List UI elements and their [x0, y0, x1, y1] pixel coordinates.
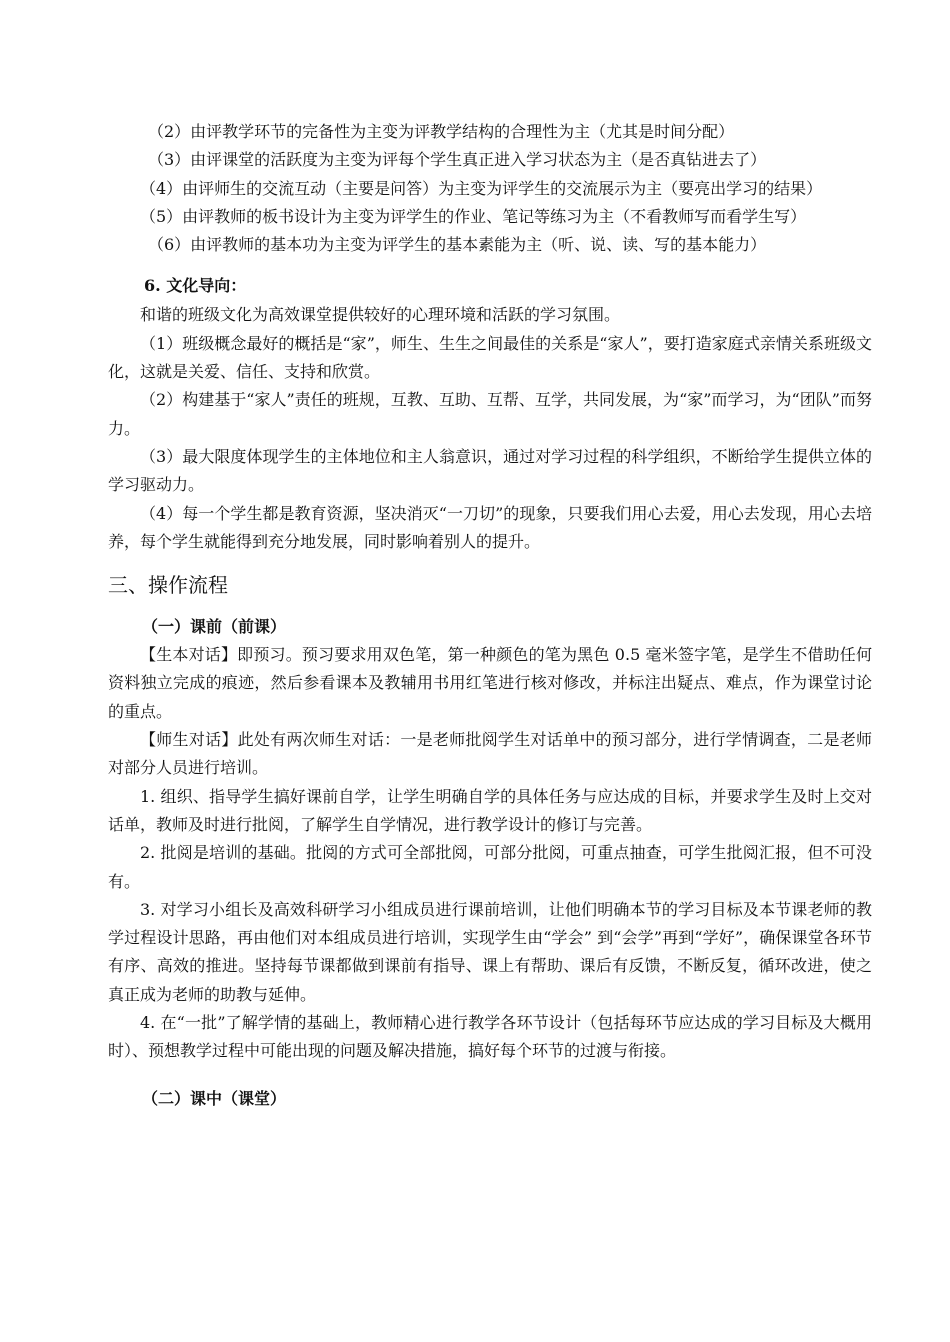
culture-intro: 和谐的班级文化为高效课堂提供较好的心理环境和活跃的学习氛围。: [140, 305, 621, 325]
eval-item-3: （3）由评课堂的活跃度为主变为评每个学生真正进入学习状态为主（是否真钻进去了）: [148, 150, 767, 170]
eval-item-6: （6）由评教师的基本功为主变为评学生的基本素能为主（听、说、读、写的基本能力）: [148, 235, 767, 255]
section-title-operation-flow: 三、操作流程: [108, 573, 228, 598]
para-student-text-dialogue: 【生本对话】即预习。预习要求用双色笔，第一种颜色的笔为黑色 0.5 毫米签字笔，是学生不借助任何资料独立完成的痕迹，然后参看课本及教辅用书用红笔进行核对修改，并标注出疑点、难点，作为课堂讨论的重点。: [108, 645, 872, 721]
culture-item-1: （1）班级概念最好的概括是“家”，师生、生生之间最佳的关系是“家人”，要打造家庭式亲情关系班级文化，这就是关爱、信任、支持和欣赏。: [108, 333, 872, 382]
para-step-1: 1. 组织、指导学生搞好课前自学，让学生明确自学的具体任务与应达成的目标，并要求学生及时上交对话单，教师及时进行批阅，了解学生自学情况，进行教学设计的修订与完善。: [108, 786, 872, 834]
eval-item-5: （5）由评教师的板书设计为主变为评学生的作业、笔记等练习为主（不看教师写而看学生写）: [140, 206, 807, 226]
para-step-2: 2. 批阅是培训的基础。批阅的方式可全部批阅，可部分批阅，可重点抽查，可学生批阅汇报，但不可没有。: [108, 843, 872, 891]
para-step-4: 4. 在“一批”了解学情的基础上，教师精心进行教学各环节设计（包括每环节应达成的学习目标及大概用时）、预想教学过程中可能出现的问题及解决措施，搞好每个环节的过渡与衔接。: [108, 1013, 872, 1061]
eval-item-4: （4）由评师生的交流互动（主要是问答）为主变为评学生的交流展示为主（要亮出学习的结果）: [140, 178, 823, 198]
eval-item-2: （2）由评教学环节的完备性为主变为评教学结构的合理性为主（尤其是时间分配）: [148, 122, 735, 141]
culture-item-2: （2）构建基于“家人”责任的班规，互教、互助、互帮、互学，共同发展，为“家”而学习，为“团队”而努力。: [108, 390, 872, 438]
para-teacher-student-dialogue: 【师生对话】此处有两次师生对话：一是老师批阅学生对话单中的预习部分，进行学情调查，二是老师对部分人员进行培训。: [108, 730, 872, 778]
culture-heading: 6. 文化导向：: [144, 276, 247, 296]
culture-item-3: （3）最大限度体现学生的主体地位和主人翁意识，通过对学习过程的科学组织，不断给学生提供立体的学习驱动力。: [108, 446, 872, 495]
subsection-in-class: （二）课中（课堂）: [142, 1088, 287, 1108]
subsection-before-class: （一）课前（前课）: [142, 617, 287, 637]
para-step-3: 3. 对学习小组长及高效科研学习小组成员进行课前培训，让他们明确本节的学习目标及本节课老师的教学过程设计思路，再由他们对本组成员进行培训，实现学生由“学会” 到“会学”再到“学好”，确保课堂各环节有序、高效的推进。坚持每节课都做到课前有指导、课上有帮助、课后有反馈，不断反复，循环改进，使之真正成为老师的助教与延伸。: [108, 899, 872, 1004]
document-body: [108, 118, 872, 1113]
culture-item-4: （4）每一个学生都是教育资源，坚决消灭“一刀切”的现象，只要我们用心去爱，用心去发现，用心去培养，每个学生就能得到充分地发展，同时影响着别人的提升。: [108, 503, 872, 551]
